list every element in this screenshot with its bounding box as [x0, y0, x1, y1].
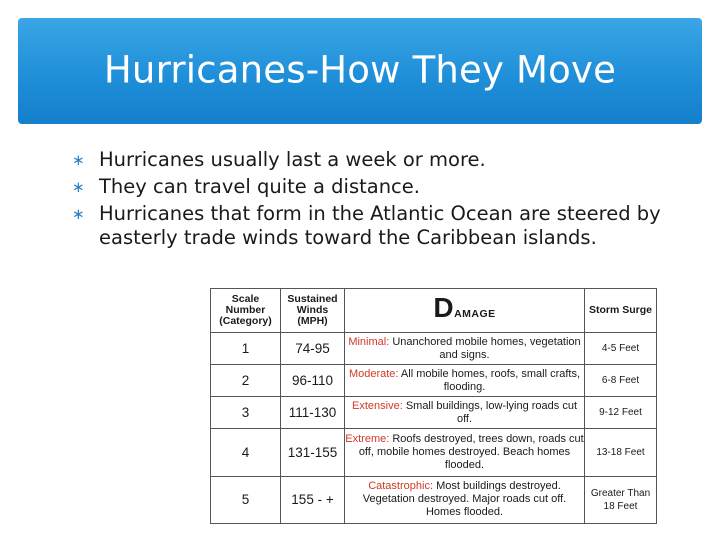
damage-level-label: Extensive: [352, 399, 403, 412]
bullet-asterisk-icon: ∗ [72, 151, 85, 169]
title-banner [18, 18, 702, 124]
damage-cell [345, 476, 585, 524]
winds-cell: 74-95 [281, 333, 345, 365]
winds-cell: 155 - + [281, 476, 345, 524]
header-damage-rest: AMAGE [454, 307, 496, 320]
header-scale-number: Scale Number (Category) [211, 289, 281, 333]
category-cell: 4 [211, 429, 281, 476]
table-row [211, 429, 657, 476]
damage-level-label: Catastrophic: [368, 480, 433, 493]
table-row [211, 333, 657, 365]
bullet-asterisk-icon: ∗ [72, 178, 85, 196]
damage-cell [345, 429, 585, 476]
damage-description: Most buildings destroyed. Vegetation destroyed. Major roads cut off. Homes flooded. [362, 480, 567, 519]
category-cell: 3 [211, 397, 281, 429]
damage-table [210, 288, 657, 524]
damage-description: All mobile homes, roofs, small crafts, flooding. [400, 367, 581, 393]
damage-level-label: Moderate: [348, 367, 399, 380]
bullet-item [72, 148, 672, 172]
slide-title: Hurricanes-How They Move [103, 48, 617, 92]
damage-level-label: Minimal: [348, 335, 390, 348]
surge-cell: 9-12 Feet [585, 397, 657, 429]
damage-description: Unanchored mobile homes, vegetation and signs. [392, 335, 581, 361]
header-storm-surge: Storm Surge [585, 289, 657, 333]
bullet-text: Hurricanes usually last a week or more. [99, 148, 486, 171]
damage-level-label: Extreme: [345, 432, 390, 445]
bullet-asterisk-icon: ∗ [72, 205, 85, 223]
header-sustained-winds: Sustained Winds (MPH) [281, 289, 345, 333]
header-damage-initial: D [433, 291, 455, 323]
category-cell: 5 [211, 476, 281, 524]
hurricane-damage-table-image [210, 288, 656, 524]
surge-cell: 4-5 Feet [585, 333, 657, 365]
table-header-row [211, 289, 657, 333]
winds-cell: 111-130 [281, 397, 345, 429]
surge-cell: 6-8 Feet [585, 365, 657, 397]
table-row [211, 476, 657, 524]
damage-description: Roofs destroyed, trees down, roads cut off, mobile homes destroyed. Beach homes flooded. [358, 432, 584, 471]
table-row [211, 365, 657, 397]
winds-cell: 96-110 [281, 365, 345, 397]
bullet-text: Hurricanes that form in the Atlantic Ocean are steered by easterly trade winds toward the Caribbean islands. [99, 202, 661, 249]
category-cell: 1 [211, 333, 281, 365]
surge-cell: 13-18 Feet [585, 429, 657, 476]
bullet-list [72, 148, 672, 253]
bullet-item [72, 202, 672, 250]
damage-description: Small buildings, low-lying roads cut off. [405, 399, 577, 425]
bullet-item [72, 175, 672, 199]
damage-cell [345, 333, 585, 365]
winds-cell: 131-155 [281, 429, 345, 476]
category-cell: 2 [211, 365, 281, 397]
table-row [211, 397, 657, 429]
damage-cell [345, 365, 585, 397]
surge-cell: Greater Than 18 Feet [585, 476, 657, 524]
damage-cell [345, 397, 585, 429]
header-damage [345, 289, 585, 333]
bullet-text: They can travel quite a distance. [99, 175, 420, 198]
